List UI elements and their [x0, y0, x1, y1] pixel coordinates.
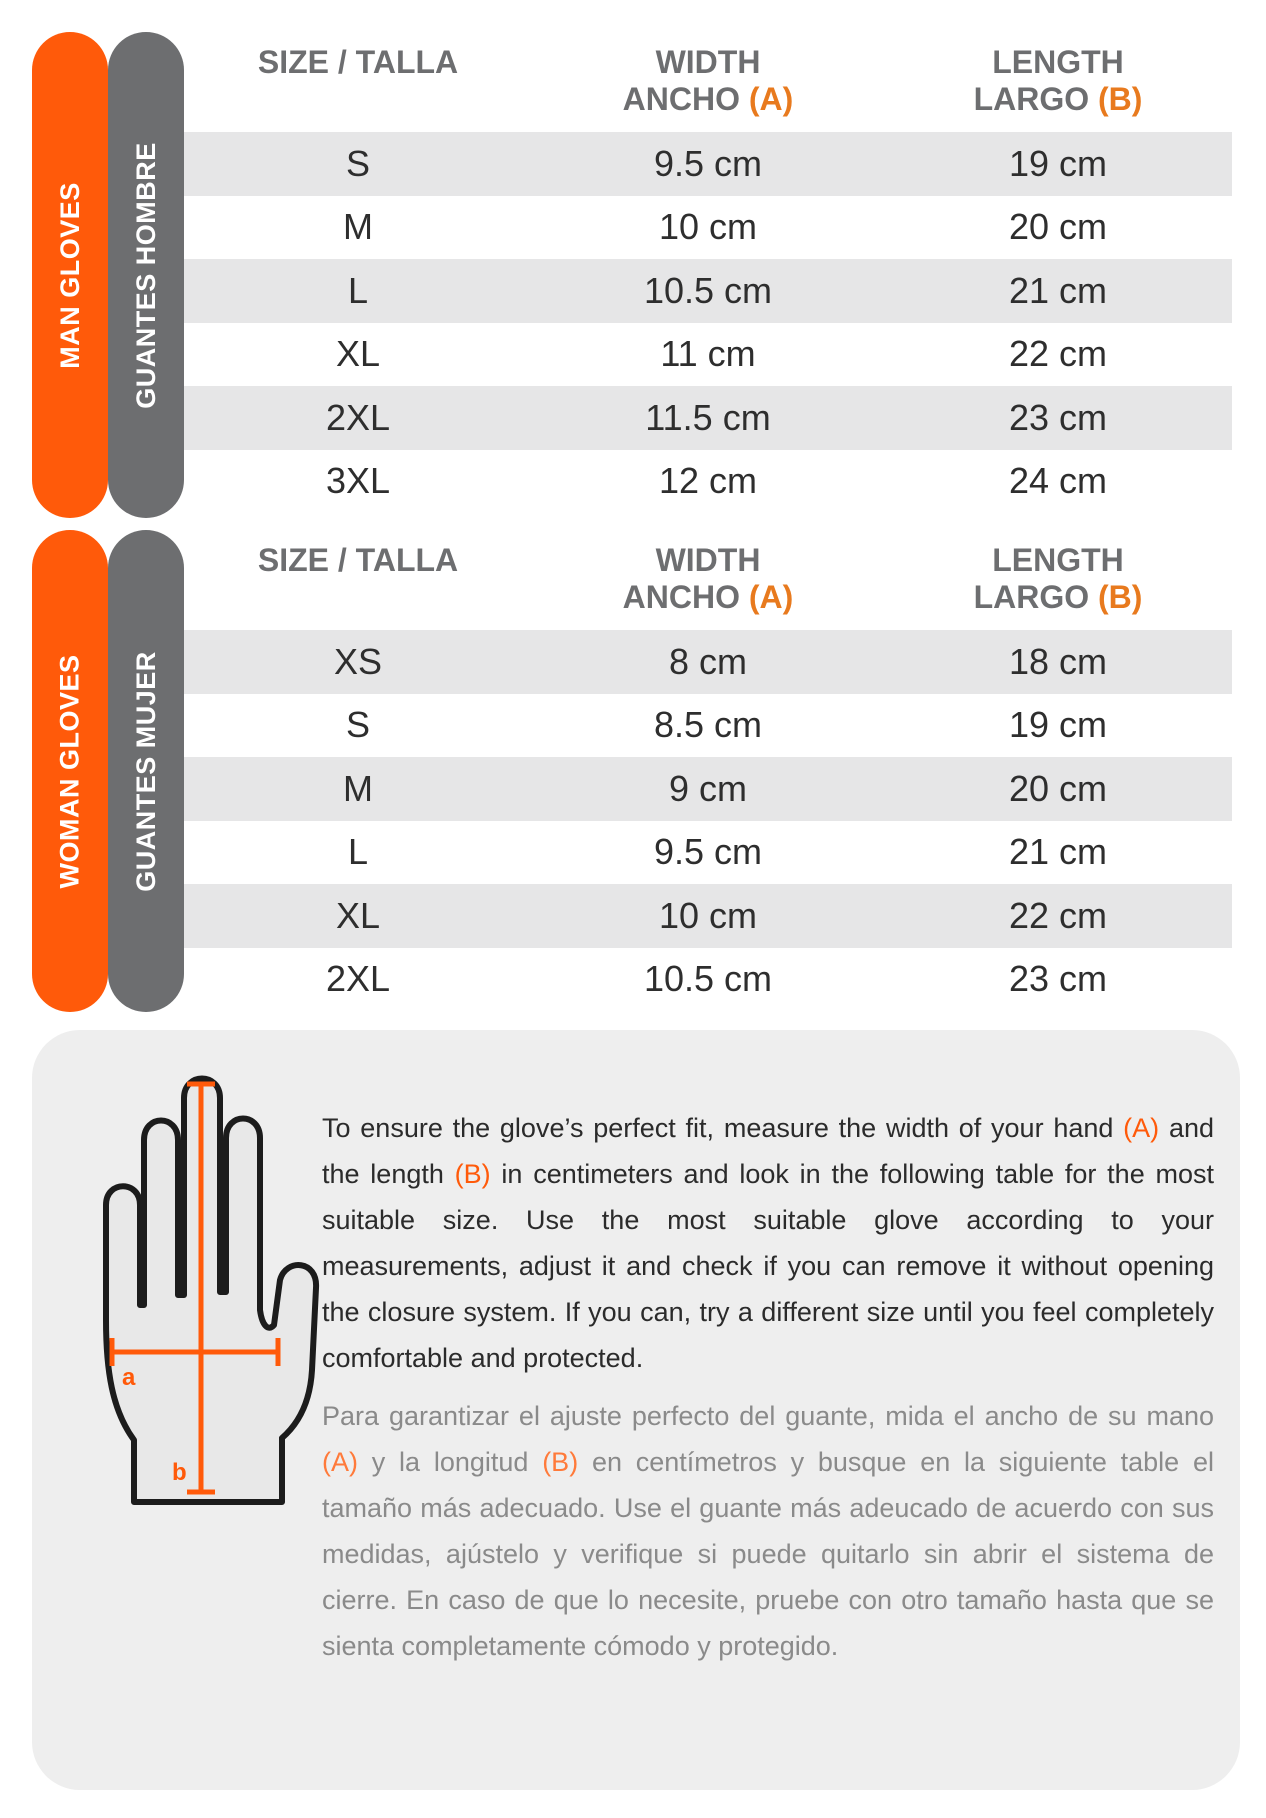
length-cell: 19 cm — [1008, 142, 1108, 184]
width-cell: 10 cm — [658, 894, 758, 936]
size-header: SIZE / TALLA — [257, 542, 459, 578]
length-header: LENGTH LARGO (B) — [973, 44, 1143, 117]
label-b: b — [172, 1459, 187, 1486]
length-cell: 20 cm — [1008, 767, 1108, 809]
length-cell: 22 cm — [1008, 333, 1108, 375]
guantes-hombre-tab — [108, 32, 184, 518]
width-cell: 9.5 cm — [653, 831, 763, 873]
table-body — [184, 132, 1232, 513]
size-cell: XS — [333, 640, 383, 682]
length-cell: 19 cm — [1008, 704, 1108, 746]
table-header — [184, 530, 1232, 630]
table-row — [184, 323, 1232, 387]
table-header — [184, 32, 1232, 132]
woman-gloves-label: WOMAN GLOVES — [54, 654, 85, 888]
width-cell: 11 cm — [660, 333, 756, 375]
guantes-mujer-tab — [108, 530, 184, 1012]
length-cell: 20 cm — [1008, 206, 1108, 248]
hand-measure-icon — [72, 1070, 322, 1510]
table-row — [184, 259, 1232, 323]
woman-gloves-section — [0, 530, 1266, 1012]
table-row — [184, 450, 1232, 514]
instructions-text — [322, 1105, 1214, 1669]
table-row — [184, 694, 1232, 758]
table-row — [184, 196, 1232, 260]
length-cell: 23 cm — [1008, 396, 1108, 438]
table-row — [184, 884, 1232, 948]
width-header: WIDTH ANCHO (A) — [622, 542, 794, 615]
table-row — [184, 386, 1232, 450]
guantes-mujer-label: GUANTES MUJER — [130, 650, 161, 892]
table-row — [184, 630, 1232, 694]
measurement-instructions-panel — [32, 1030, 1240, 1790]
guantes-hombre-label: GUANTES HOMBRE — [130, 141, 161, 409]
size-cell: 3XL — [325, 460, 391, 502]
size-cell: XL — [335, 333, 381, 375]
table-row — [184, 821, 1232, 885]
size-cell: L — [347, 831, 369, 873]
size-header: SIZE / TALLA — [257, 44, 459, 80]
table-row — [184, 948, 1232, 1012]
table-body — [184, 630, 1232, 1011]
width-cell: 9.5 cm — [653, 142, 763, 184]
width-cell: 10.5 cm — [643, 269, 773, 311]
man-size-table — [184, 32, 1232, 513]
instructions-spanish: Para garantizar el ajuste perfecto del guante, mida el ancho de su mano (A) y la longitud (B) en centímetros y busque en la siguiente table el tamaño más adecuado. Use el guante más adeucado de acuerdo con sus medidas, ajústelo y verifique si puede quitarlo sin abrir el sistema de cierre. En caso de que lo necesite, pruebe con otro tamaño hasta que se sienta completamente cómodo y protegido. — [322, 1401, 1214, 1661]
size-cell: M — [343, 767, 373, 809]
woman-size-table — [184, 530, 1232, 1011]
size-cell: XL — [335, 894, 381, 936]
label-a: a — [122, 1364, 136, 1391]
length-cell: 21 cm — [1008, 269, 1108, 311]
length-cell: 24 cm — [1008, 460, 1108, 502]
width-header: WIDTH ANCHO (A) — [622, 44, 794, 117]
size-cell: M — [343, 206, 373, 248]
instructions-english: To ensure the glove’s perfect fit, measure the width of your hand (A) and the length (B) in centimeters and look in the following table for the most suitable size. Use the most suitable glove according to your measurements, adjust it and check if you can remove it without opening the closure system. If you can, try a different size until you feel completely comfortable and protected. — [322, 1113, 1214, 1373]
size-cell: 2XL — [325, 958, 391, 1000]
size-cell: S — [345, 704, 370, 746]
size-cell: S — [345, 142, 370, 184]
width-cell: 8.5 cm — [653, 704, 763, 746]
width-cell: 10.5 cm — [643, 958, 773, 1000]
length-cell: 23 cm — [1008, 958, 1108, 1000]
width-cell: 10 cm — [658, 206, 758, 248]
size-cell: 2XL — [325, 396, 391, 438]
size-cell: L — [347, 269, 369, 311]
width-cell: 12 cm — [658, 460, 758, 502]
length-cell: 18 cm — [1008, 640, 1108, 682]
woman-gloves-tab — [32, 530, 108, 1012]
man-gloves-tab — [32, 32, 108, 518]
length-header: LENGTH LARGO (B) — [973, 542, 1143, 615]
man-gloves-section — [0, 32, 1266, 518]
length-cell: 21 cm — [1008, 831, 1108, 873]
width-cell: 11.5 cm — [645, 396, 771, 438]
width-cell: 9 cm — [668, 767, 747, 809]
man-gloves-label: MAN GLOVES — [54, 181, 85, 369]
length-cell: 22 cm — [1008, 894, 1108, 936]
width-cell: 8 cm — [668, 640, 747, 682]
table-row — [184, 132, 1232, 196]
table-row — [184, 757, 1232, 821]
